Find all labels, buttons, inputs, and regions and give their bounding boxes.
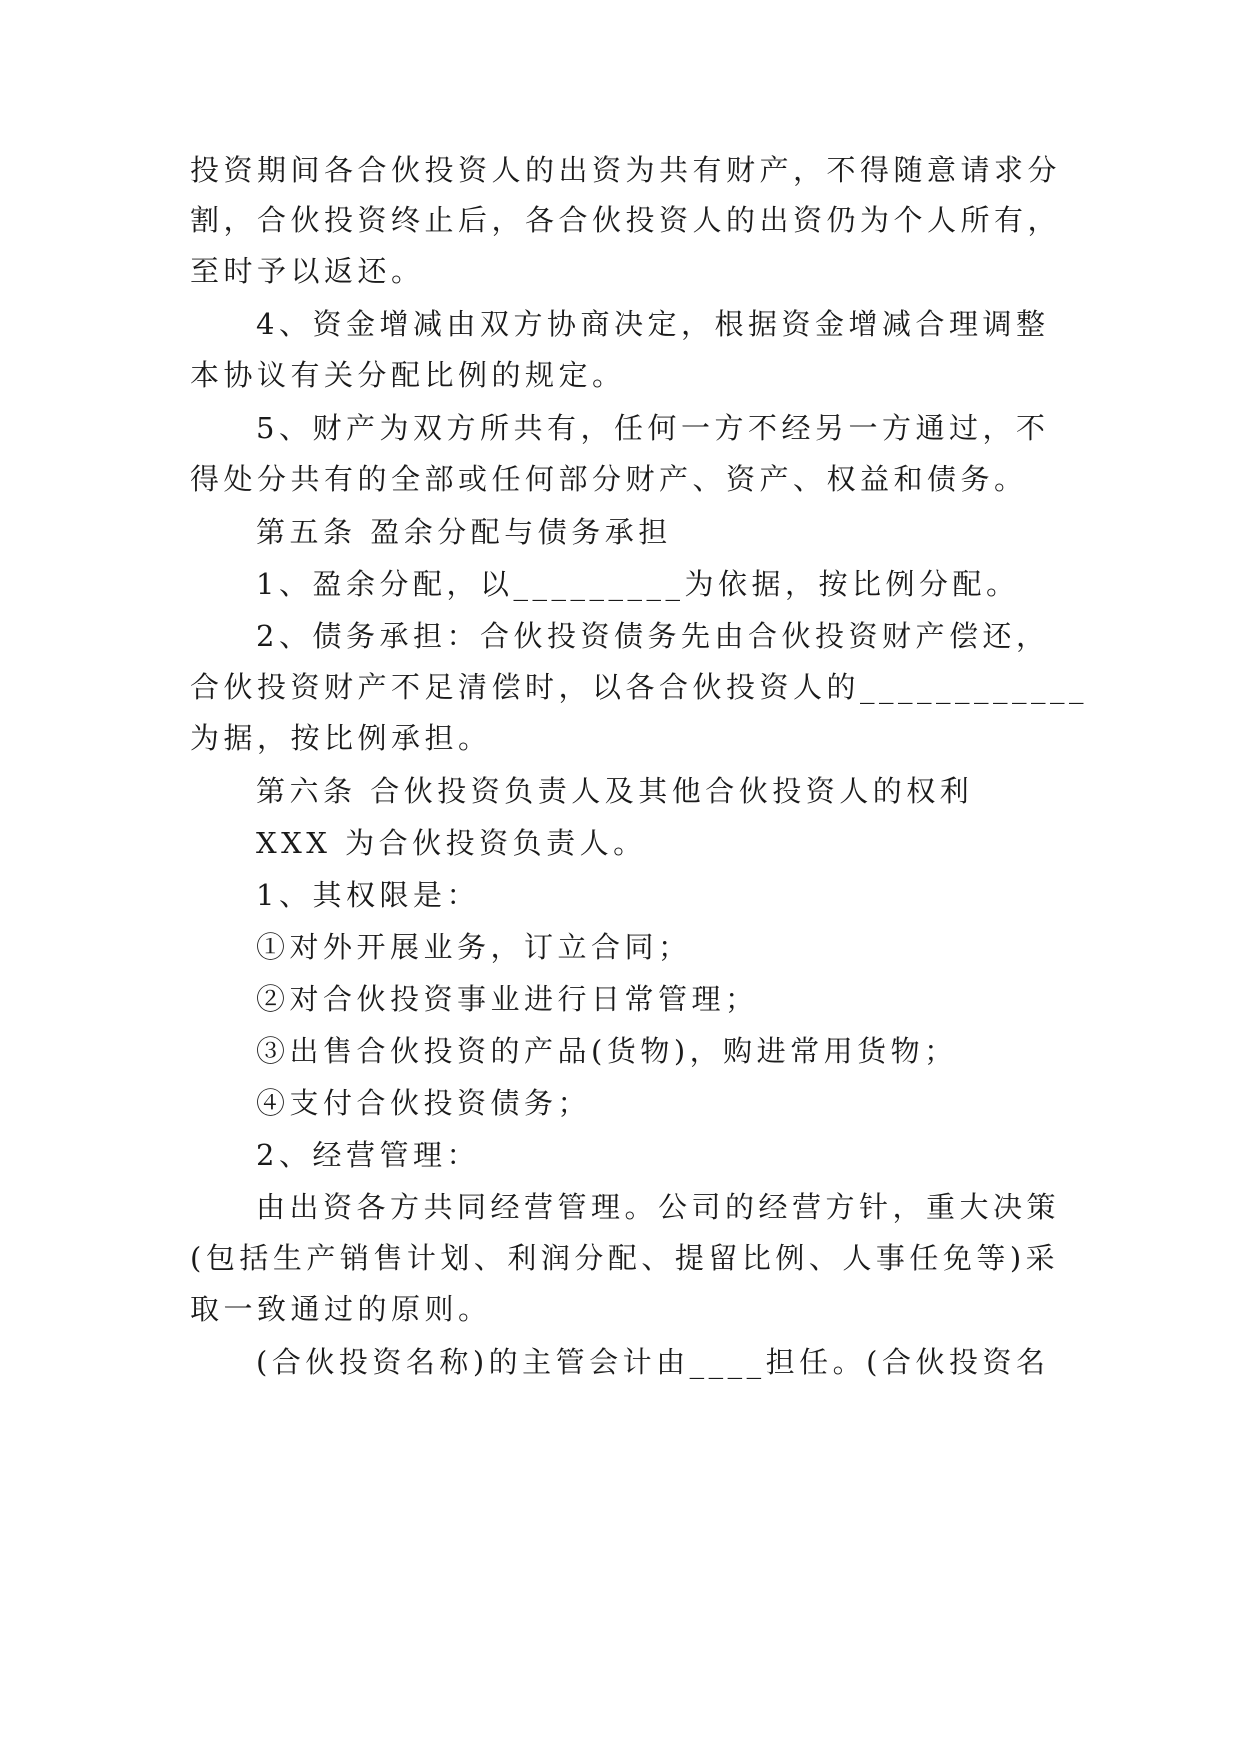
text-line: 1、其权限是： (256, 878, 480, 912)
text-line: (合伙投资名称)的主管会计由____担任。(合伙投资名 (256, 1345, 1050, 1379)
text-line: 得处分共有的全部或任何部分财产、资产、权益和债务。 (190, 462, 1028, 496)
text-line: 1、盈余分配，以_________为依据，按比例分配。 (256, 567, 1020, 601)
list-item: ①对外开展业务，订立合同； (256, 930, 692, 964)
section-heading: 第六条 合伙投资负责人及其他合伙投资人的权利 (256, 774, 974, 808)
text-line: 合伙投资财产不足清偿时，以各合伙投资人的____________ (190, 670, 1089, 704)
text-line: (包括生产销售计划、利润分配、提留比例、人事任免等)采 (190, 1241, 1060, 1275)
text-line: XXX 为合伙投资负责人。 (256, 826, 647, 860)
text-line: 5、财产为双方所共有，任何一方不经另一方通过，不 (256, 411, 1050, 445)
text-line: 取一致通过的原则。 (190, 1292, 492, 1326)
list-item: ④支付合伙投资债务； (256, 1086, 592, 1120)
text-line: 割，合伙投资终止后，各合伙投资人的出资仍为个人所有， (190, 203, 1062, 237)
list-item: ③出售合伙投资的产品(货物)，购进常用货物； (256, 1034, 958, 1068)
section-heading: 第五条 盈余分配与债务承担 (256, 515, 672, 549)
text-line: 2、经营管理： (256, 1138, 480, 1172)
text-line: 为据，按比例承担。 (190, 721, 492, 755)
text-line: 投资期间各合伙投资人的出资为共有财产，不得随意请求分 (190, 153, 1062, 187)
text-line: 由出资各方共同经营管理。公司的经营方针，重大决策 (256, 1190, 1061, 1224)
text-line: 至时予以返还。 (190, 254, 425, 288)
list-item: ②对合伙投资事业进行日常管理； (256, 982, 759, 1016)
text-line: 4、资金增减由双方协商决定，根据资金增减合理调整 (256, 307, 1050, 341)
text-line: 2、债务承担：合伙投资债务先由合伙投资财产偿还， (256, 619, 1050, 653)
text-line: 本协议有关分配比例的规定。 (190, 358, 626, 392)
